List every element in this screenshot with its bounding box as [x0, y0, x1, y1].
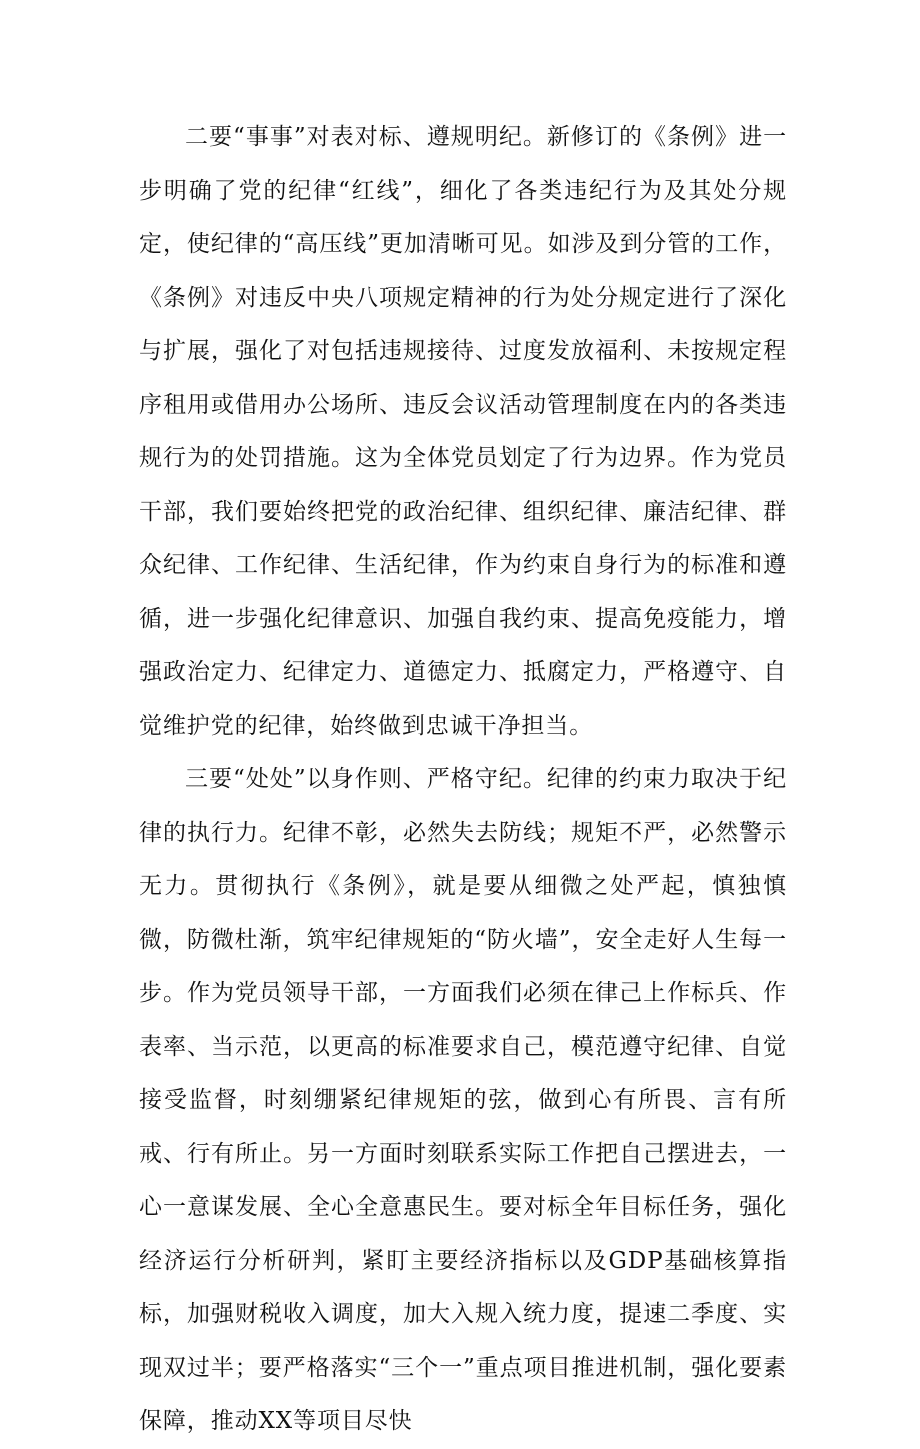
paragraph-lead-by-example: 三要“处处”以身作则、严格守纪。纪律的约束力取决于纪律的执行力。纪律不彰，必然失去防线；规矩不严，必然警示无力。贯彻执行《条例》，就是要从细微之处严起，慎独慎微，防微杜渐，筑牢纪律规矩的“防火墙”，安全走好人生每一步。作为党员领导干部，一方面我们必须在律己上作标兵、作表率、当示范，以更高的标准要求自己，模范遵守纪律、自觉接受监督，时刻绷紧纪律规矩的弦，做到心有所畏、言有所戒、行有所止。另一方面时刻联系实际工作把自己摆进去，一心一意谋发展、全心全意惠民生。要对标全年目标任务，强化经济运行分析研判，紧盯主要经济指标以及GDP基础核算指标，加强财税收入调度，加大入规入统力度，提速二季度、实现双过半；要严格落实“三个一”重点项目推进机制，强化要素保障，推动XX等项目尽快: [139, 766, 787, 1434]
paragraph-discipline-rules: 二要“事事”对表对标、遵规明纪。新修订的《条例》进一步明确了党的纪律“红线”，细化了各类违纪行为及其处分规定，使纪律的“高压线”更加清晰可见。如涉及到分管的工作，《条例》对违反中央八项规定精神的行为处分规定进行了深化与扩展，强化了对包括违规接待、过度发放福利、未按规定程序租用或借用办公场所、违反会议活动管理制度在内的各类违规行为的处罚措施。这为全体党员划定了行为边界。作为党员干部，我们要始终把党的政治纪律、组织纪律、廉洁纪律、群众纪律、工作纪律、生活纪律，作为约束自身行为的标准和遵循，进一步强化纪律意识、加强自我约束、提高免疫能力，增强政治定力、纪律定力、道德定力、抵腐定力，严格遵守、自觉维护党的纪律，始终做到忠诚干净担当。: [139, 124, 787, 739]
document-body: [139, 111, 787, 1449]
